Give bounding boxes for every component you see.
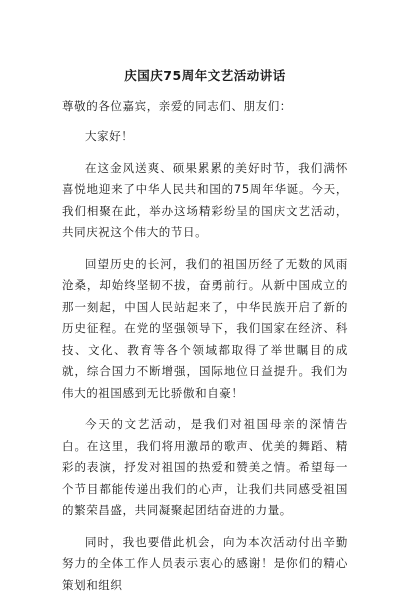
paragraph-history: 回望历史的长河，我们的祖国历经了无数的风雨沧桑，却始终坚韧不拔，奋勇前行。从新中国成立的那一刻起，中国人民站起来了，中华民族开启了新的历史征程。在党的坚强领导下，我们国家在经济、科技、文化、教育等各个领域都取得了举世瞩目的成就，综合国力不断增强，国际地位日益提升。我们为伟大的祖国感到无比骄傲和自豪！ bbox=[62, 254, 348, 405]
paragraph-opening: 大家好！ bbox=[62, 126, 348, 148]
paragraph-celebration: 在这金风送爽、硕果累累的美好时节，我们满怀喜悦地迎来了中华人民共和国的75周年华诞。今天，我们相聚在此，举办这场精彩纷呈的国庆文艺活动，共同庆祝这个伟大的节日。 bbox=[62, 158, 348, 244]
paragraph-activity: 今天的文艺活动，是我们对祖国母亲的深情告白。在这里，我们将用激昂的歌声、优美的舞蹈、精彩的表演，抒发对祖国的热爱和赞美之情。希望每一个节目都能传递出我们的心声，让我们共同感受祖国的繁荣昌盛，共同凝聚起团结奋进的力量。 bbox=[62, 414, 348, 522]
document-title: 庆国庆75周年文艺活动讲话 bbox=[62, 66, 348, 86]
greeting-line: 尊敬的各位嘉宾，亲爱的同志们、朋友们： bbox=[62, 96, 348, 116]
paragraph-thanks: 同时，我也要借此机会，向为本次活动付出辛勤努力的全体工作人员表示衷心的感谢！是你们的精心策划和组织 bbox=[62, 532, 348, 596]
